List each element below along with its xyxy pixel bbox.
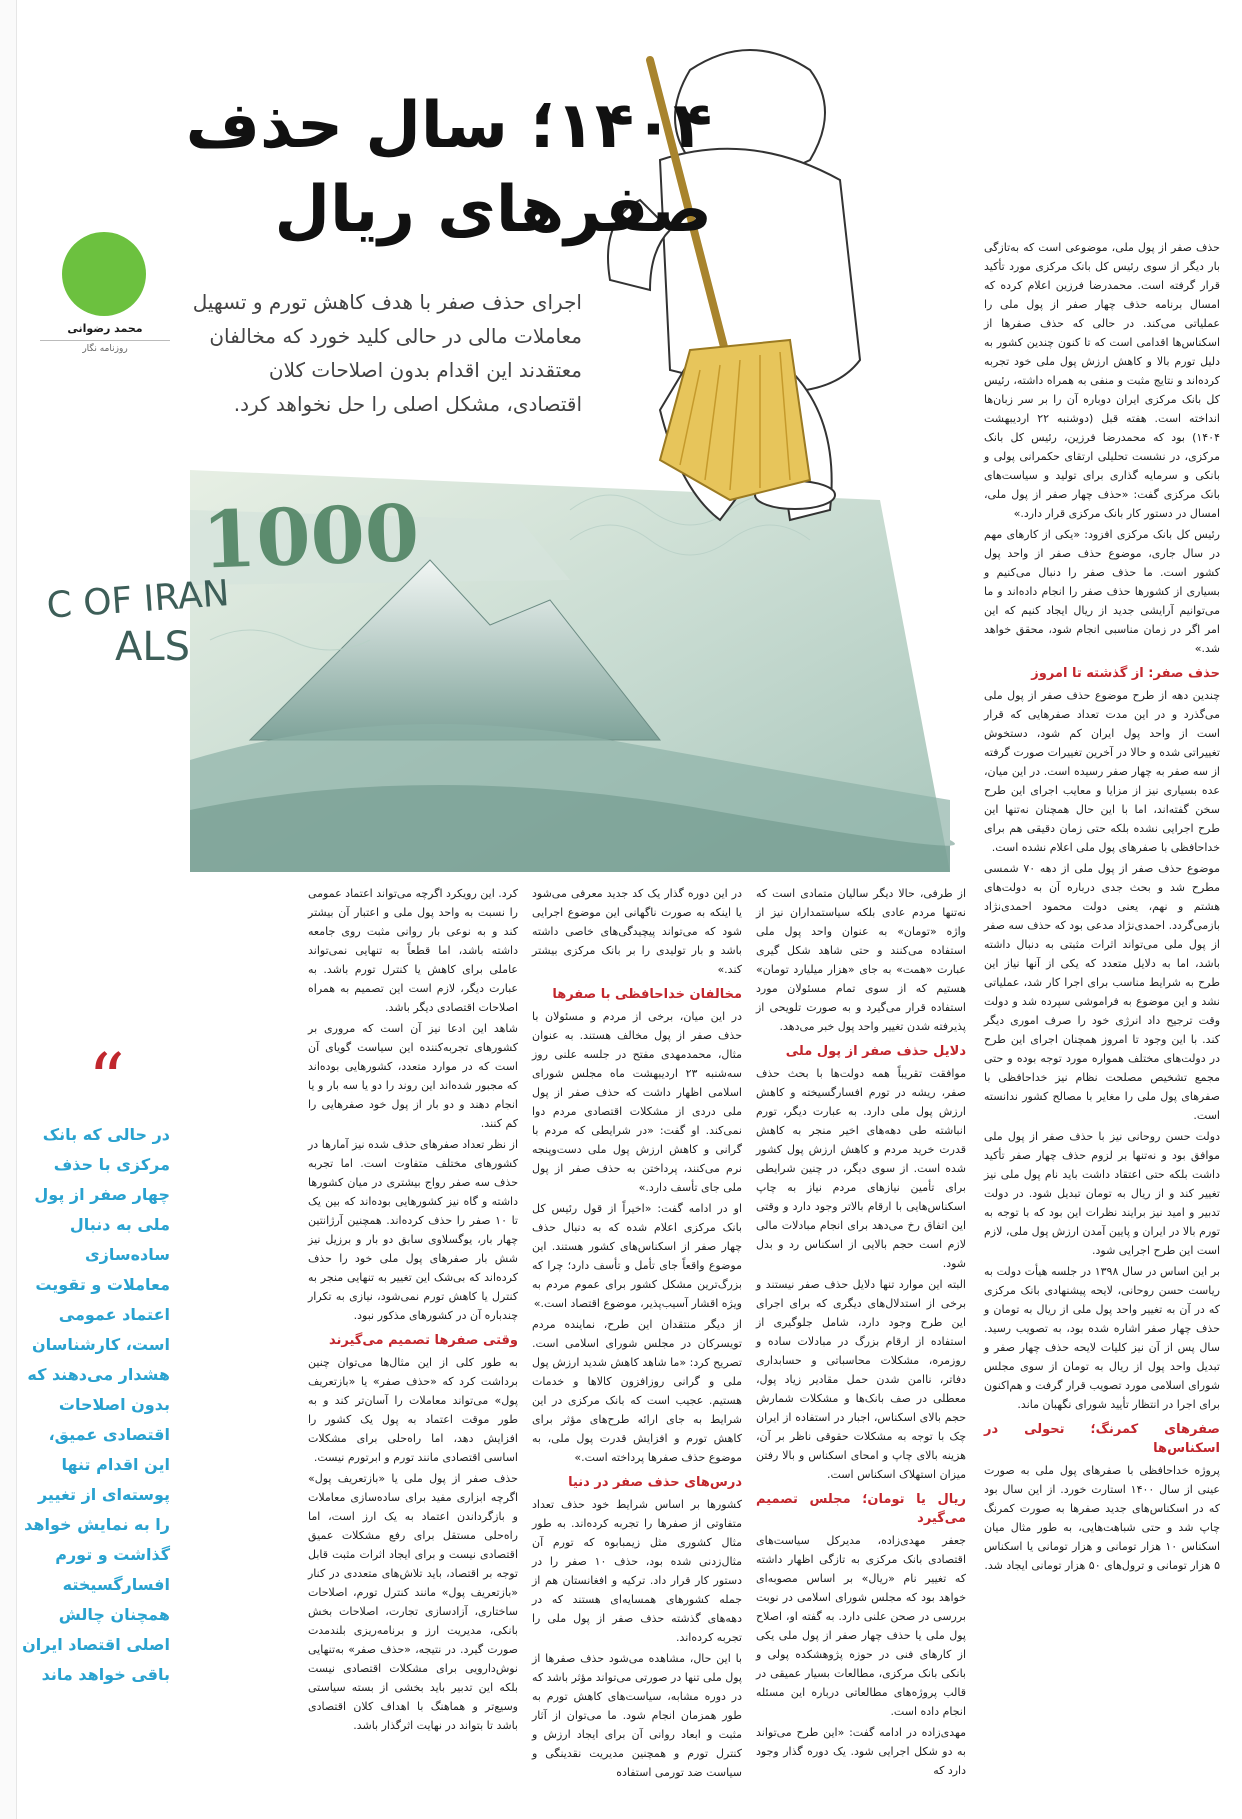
paragraph: شاهد این ادعا نیز آن است که مروری بر کشورهای تجربه‌کننده این سیاست گویای آن است که در موارد متعدد، کشورهایی بوده‌اند که مجبور شده‌اند این روند را دو یا سه بار و یا انجام دهند و دو بار از پول خود صفرهایی را کم کنند.: [308, 1022, 518, 1130]
section-heading: مخالفان خداحافظی با صفرها: [552, 987, 742, 1002]
section-heading: حذف صفر: از گذشته تا امروز: [1031, 666, 1220, 681]
paragraph: موافقت تقریباً همه دولت‌ها با بحث حذف صفر، ریشه در تورم افسارگسیخته و کاهش ارزش پول ملی دارد. به عبارت دیگر، تورم انباشته طی دهه‌های اخیر منجر به کاهش قدرت خرید مردم و کاهش ارزش پول کشور شده است. از سوی دیگر، در چنین شرایطی برای تأمین نیازهای مردم نیاز به چاپ اسکناس‌هایی با ارقام بالاتر وجود دارد و وقتی این اتفاق رخ می‌دهد برای انجام مبادلات مالی لازم است حجم بالایی از اسکناس رد و بدل شود.: [756, 1067, 966, 1270]
paragraph: پروژه خداحافظی با صفرهای پول ملی به صورت عینی از سال ۱۴۰۰ استارت خورد. از این سال بود که در اسکناس‌های جدید صفرها به صورت کمرنگ چاپ شد و حتی شباهت‌هایی، به طور مثال میان اسکناس ۱۰ هزار تومانی و هزار تومانی یا اسکناس ۵ هزار تومانی و ترول‌های ۵۰ هزار تومانی ایجاد شد.: [984, 1464, 1220, 1572]
banknote-text-1: C OF IRAN: [45, 573, 231, 627]
section-heading: دلایل حذف صفر از پول ملی: [785, 1044, 966, 1059]
pull-quote: در حالی که بانک مرکزی با حذف چهار صفر از پول ملی به دنبال ساده‌سازی معاملات و تقویت اعتماد عمومی است، کارشناسان هشدار می‌دهند که بدون اصلاحات اقتصادی عمیق، این اقدام تنها پوسته‌ای از تغییر را به نمایش خواهد گذاشت و تورم افسارگسیخته همچنان چالش اصلی اقتصاد ایران باقی خواهد ماند: [22, 1125, 170, 1684]
quote-icon: “: [88, 1038, 125, 1122]
paragraph: دولت حسن روحانی نیز با حذف صفر از پول ملی موافق بود و نه‌تنها بر لزوم حذف چهار صفر تأکید داشت بلکه حتی اعتقاد داشت باید نام پول ملی نیز تغییر کند و از ریال به تومان تبدیل شود. در دولت تدبیر و امید نیز برایند نظرات این بود که با توجه به تورم بالا در ایران و پایین آمدن ارزش پول ملی، لازم است این طرح اجرایی شود.: [984, 1130, 1220, 1257]
paragraph: مهدی‌زاده در ادامه گفت: «این طرح می‌تواند به دو شکل اجرایی شود. یک دوره گذار وجود دارد که: [756, 1726, 966, 1777]
paragraph: به طور کلی از این مثال‌ها می‌توان چنین برداشت کرد که «حذف صفر» یا «بازتعریف پول» می‌تواند معاملات را آسان‌تر کند و به طور موقت اعتماد به پول یک کشور را افزایش دهد، اما راه‌حلی برای مشکلات اساسی اقتصادی مانند تورم و ابرتورم نیست.: [308, 1356, 518, 1464]
section-heading: درس‌های حذف صفر در دنیا: [568, 1475, 742, 1490]
paragraph: البته این موارد تنها دلایل حذف صفر نیستند و برخی از استدلال‌های دیگری که برای اجرای این طرح وجود دارد، شامل جلوگیری از استفاده از ارقام بزرگ در مبادلات ساده و روزمره، مشکلات محاسباتی و حسابداری دفاتر، ناامن شدن حمل مقادیر زیاد پول، معطلی در صف بانک‌ها و مشکلات شمارش حجم بالای اسکناس، اجبار در استفاده از ایران چک با توجه به مشکلات حقوقی ناظر بر آن، هزینه بالای چاپ و امحای اسکناس و بالا رفتن میزان استهلاک اسکناس است.: [756, 1278, 966, 1481]
paragraph: از دیگر منتقدان این طرح، نماینده مردم تویسرکان در مجلس شورای اسلامی است. تصریح کرد: «ما شاهد کاهش شدید ارزش پول ملی و گرانی روزافزون کالاها و خدمات هستیم. عجیب است که بانک مرکزی در این شرایط به جای ارائه طرح‌های مؤثر برای کاهش تورم و افزایش قدرت پول ملی، به موضوع حذف صفرها پرداخته است.»: [532, 1318, 742, 1464]
paragraph: جعفر مهدی‌زاده، مدیرکل سیاست‌های اقتصادی بانک مرکزی به تازگی اظهار داشته که تغییر نام «ریال» بر اساس مصوبه‌ای خواهد بود که مجلس شورای اسلامی در نوبت بررسی در صحن علنی دارد. به گفته او، اصلاح پول ملی یا حذف چهار صفر از پول ملی یکی از کارهای فنی در حوزه پژوهشکده پولی و بانکی بانک مرکزی، مطالعات بسیار عمیقی در قالب پروژه‌های مطالعاتی درباره این مسئله انجام داده است.: [756, 1534, 966, 1718]
banknote-text-2: ALS: [114, 624, 190, 670]
section-heading: ریال یا تومان؛ مجلس تصمیم می‌گیرد: [756, 1492, 966, 1526]
paragraph: از نظر تعداد صفرهای حذف شده نیز آمارها در کشورهای مختلف متفاوت است. اما تجربه حذف سه صفر رواج بیشتری در میان کشورها داشته و گاه نیز کشورهایی بوده‌اند که بین یک تا ۱۰ صفر را حذف کرده‌اند. همچنین آرژانتین چهار بار، یوگسلاوی سابق دو بار و برزیل نیز شش بار صفرهای پول ملی خود را حذف کرده‌اند که بی‌شک این تغییر به تنهایی منجر به کنترل یا کاهش تورم نمی‌شود، نیازی به تکرار چندباره آن در کشورهای مذکور نبود.: [308, 1138, 518, 1322]
page-binding-edge: [0, 0, 17, 1819]
headline-line-1: ۱۴۰۴؛ سال حذف: [185, 89, 712, 163]
article-headline: [152, 84, 712, 252]
author-avatar: [62, 232, 146, 316]
paragraph: در این دوره گذار یک کد جدید معرفی می‌شود یا اینکه به صورت ناگهانی این موضوع اجرایی شود که می‌تواند پیچیدگی‌های خاصی داشته باشد و بار تولیدی را بر بانک مرکزی بیشتر کند.»: [532, 887, 742, 976]
paragraph: با این حال، مشاهده می‌شود حذف صفرها از پول ملی تنها در صورتی می‌تواند مؤثر باشد که در دوره مشابه، سیاست‌های کاهش تورم به طور همزمان انجام شود. ما می‌توان از آثار مثبت و ابعاد روانی آن برای ایجاد ارزش و کنترل تورم و همچنین مدیریت نقدینگی و سیاست ضد تورمی استفاده: [532, 1652, 742, 1779]
column-bottom-2: [532, 884, 742, 1804]
column-right: [984, 238, 1220, 1803]
paragraph: رئیس کل بانک مرکزی افزود: «یکی از کارهای مهم در سال جاری، موضوع حذف صفر از واحد پول کشور است. ما حذف صفر را دنبال می‌کنیم و بسیاری از کشورها حذف صفر را انجام داده‌اند و ما می‌توانیم آرایشی جدید از ریال ایجاد کنیم که این امر اگر در زمان مناسبی انجام شود، محقق خواهد شد.»: [984, 528, 1220, 655]
paragraph: کشورها بر اساس شرایط خود حذف تعداد متفاوتی از صفرها را تجربه کرده‌اند. به طور مثال کشوری مثل زیمبابوه که تورم آن مثال‌زدنی شده بود، حذف ۱۰ صفر را در دستور کار قرار داد. ترکیه و افغانستان هم از جمله کشورهای همسایه‌ای هستند که در دهه‌های گذشته حذف صفر از پول ملی را تجربه کرده‌اند.: [532, 1498, 743, 1644]
paragraph: کرد. این رویکرد اگرچه می‌تواند اعتماد عمومی را نسبت به واحد پول ملی و اعتبار آن بیشتر کند و به نوعی بار روانی مثبت روی جامعه داشته باشد، اما قطعاً به تنهایی نمی‌تواند عاملی برای کاهش یا کنترل تورم باشد. به عبارت دیگر، لازم است این تصمیم به همراه اصلاحات اقتصادی دیگر باشد.: [308, 887, 518, 1014]
author-role: روزنامه نگار: [40, 340, 170, 354]
paragraph: حذف صفر از پول ملی، موضوعی است که به‌تازگی بار دیگر از سوی رئیس کل بانک مرکزی مورد تأکید قرار گرفته است. محمدرضا فرزین اعلام کرده که امسال برنامه حذف چهار صفر از پول ملی را عملیاتی می‌کند. در حالی که حذف صفرها از اسکناس‌ها اقدامی است که تا کنون چندین کشور به دلیل تورم بالا و کاهش ارزش پول ملی خود تجربه کرده‌اند و نتایج مثبت و منفی به همراه داشته، رئیس کل بانک مرکزی ایران دوباره آن را بر سر زبان‌ها انداخته است. هفته قبل (دوشنبه ۲۲ اردیبهشت ۱۴۰۴) بود که محمدرضا فرزین، رئیس کل بانک مرکزی، در نشست تحلیلی ارتقای حکمرانی پولی و بانکی و سرمایه گذاری برای تولید و سیاست‌های بانک مرکزی گفت: «حذف چهار صفر از پول ملی، امسال در دستور کار بانک مرکزی قرار دارد.»: [984, 241, 1220, 520]
author-name: محمد رضوانی: [67, 322, 143, 335]
paragraph: در این میان، برخی از مردم و مسئولان با حذف صفر از پول مخالف هستند. به عنوان مثال، محمدمهدی مفتح در جلسه علنی روز سه‌شنبه ۲۳ اردیبهشت ماه مجلس شورای اسلامی اظهار داشت که حذف صفر از پول ملی دردی از مشکلات اقتصادی مردم دوا نمی‌کند. او گفت: «در شرایطی که مردم با گرانی و کاهش ارزش پول ملی دست‌وپنجه نرم می‌کنند، پرداختن به حذف صفر از پول ملی جای تأسف دارد.»: [532, 1010, 742, 1194]
paragraph: از طرفی، حالا دیگر سالیان متمادی است که نه‌تنها مردم عادی بلکه سیاستمداران نیز از واژه «تومان» به عنوان واحد پول ملی استفاده می‌کنند و حتی شاهد شکل گیری عبارت «همت» به جای «هزار میلیارد تومان» هستیم که از سوی تمام مسئولان مورد استفاده قرار می‌گیرد و به صورت تلویحی از پذیرفته شدن تغییر واحد پول خبر می‌دهد.: [756, 887, 966, 1033]
paragraph: او در ادامه گفت: «اخیراً از قول رئیس کل بانک مرکزی اعلام شده که به دنبال حذف چهار صفر از اسکناس‌های کشور هستند. این موضوع واقعاً جای تأمل و تأسف دارد؛ چرا که بزرگ‌ترین مشکل کشور برای عموم مردم به ویژه اقشار آسیب‌پذیر، موضوع اقتصاد است.»: [532, 1202, 742, 1310]
article-lead: اجرای حذف صفر با هدف کاهش تورم و تسهیل معاملات مالی در حالی کلید خورد که مخالفان معتقدند این اقدام بدون اصلاحات کلان اقتصادی، مشکل اصلی را حل نخواهد کرد.: [192, 290, 582, 416]
headline-line-2: صفرهای ریال: [274, 173, 712, 247]
column-bottom-3: [308, 884, 518, 1804]
section-heading: صفرهای کمرنگ؛ تحولی در اسکناس‌ها: [984, 1422, 1220, 1456]
column-bottom-1: [756, 884, 966, 1804]
paragraph: موضوع حذف صفر از پول ملی از دهه ۷۰ شمسی مطرح شد و بحث جدی درباره آن به دولت‌های هشتم و نهم، یعنی دولت محمود احمدی‌نژاد بازمی‌گردد. احمدی‌نژاد مدعی بود که حذف سه صفر از پول ملی می‌تواند اثرات مثبتی به دنبال داشته باشد، اما به دلایل متعدد که یکی از آنها نیاز این طرح به شرایط مناسب برای اجرا کار شد، عملیاتی نشد و این موضوع به فراموشی سپرده شد و دولت وقت ترجیح داد انرژی خود را صرف اموری دیگر کند. با این وجود تا امروز همچنان اجرای این طرح در دولت‌های مختلف همواره مورد توجه بوده و حتی مجمع تشخیص مصلحت نظام نیز خداحافظی با صفرهای پول ملی را مغایر با مصالح کشور ندانسته است.: [984, 862, 1220, 1122]
paragraph: حذف صفر از پول ملی یا «بازتعریف پول» اگرچه ابزاری مفید برای ساده‌سازی معاملات و بازگرداندن اعتماد به یک ارز است، اما راه‌حلی مستقل برای رفع مشکلات عمیق اقتصادی نیست و برای ایجاد اثرات مثبت قابل توجه بر اقتصاد، باید تلاش‌های متعددی در کنار «بازتعریف پول» مانند کنترل تورم، اصلاحات ساختاری، آزادسازی تجارت، اصلاحات بخش بانکی، مدیریت ارز و برنامه‌ریزی بلندمدت صورت گیرد. در نتیجه، «حذف صفر» به‌تنهایی نوش‌دارویی برای مشکلات اقتصادی نیست بلکه این تدبیر باید بخشی از بسته سیاستی وسیع‌تر و هماهنگ با اهداف کلان اقتصادی باشد تا بتواند در نهایت اثرگذار باشد.: [308, 1472, 518, 1732]
section-heading: وقتی صفرها تصمیم می‌گیرند: [329, 1333, 518, 1348]
paragraph: بر این اساس در سال ۱۳۹۸ در جلسه هیأت دولت به ریاست حسن روحانی، لایحه پیشنهادی بانک مرکزی که در آن به تغییر واحد پول ملی از ریال به تومان و حذف چهار صفر اشاره شده بود، به تصویب رسید. سال پس از آن نیز کلیات لایحه حذف چهار صفر و تبدیل واحد پول از ریال به تومان از سوی مجلس شورای اسلامی مورد تصویب قرار گرفت و هم‌اکنون برای اجرا در انتظار تأیید شورای نگهبان ماند.: [984, 1265, 1220, 1411]
banknote-number: 1000: [200, 488, 421, 587]
paragraph: چندین دهه از طرح موضوع حذف صفر از پول ملی می‌گذرد و در این مدت تعداد صفرهایی که قرار است از واحد پول ایران کم شود، دستخوش تغییراتی شده و حالا در آخرین تغییرات صورت گرفته از سه صفر به چهار صفر رسیده است. در این میان، عده بسیاری نیز از مزایا و معایب اجرای این طرح سخن گفته‌اند، اما با این حال همچنان نه‌تنها این طرح اجرایی نشده بلکه حتی زمان دقیقی هم برای خداحافظی با صفرهای پول ملی اعلام نشده است.: [984, 689, 1220, 854]
